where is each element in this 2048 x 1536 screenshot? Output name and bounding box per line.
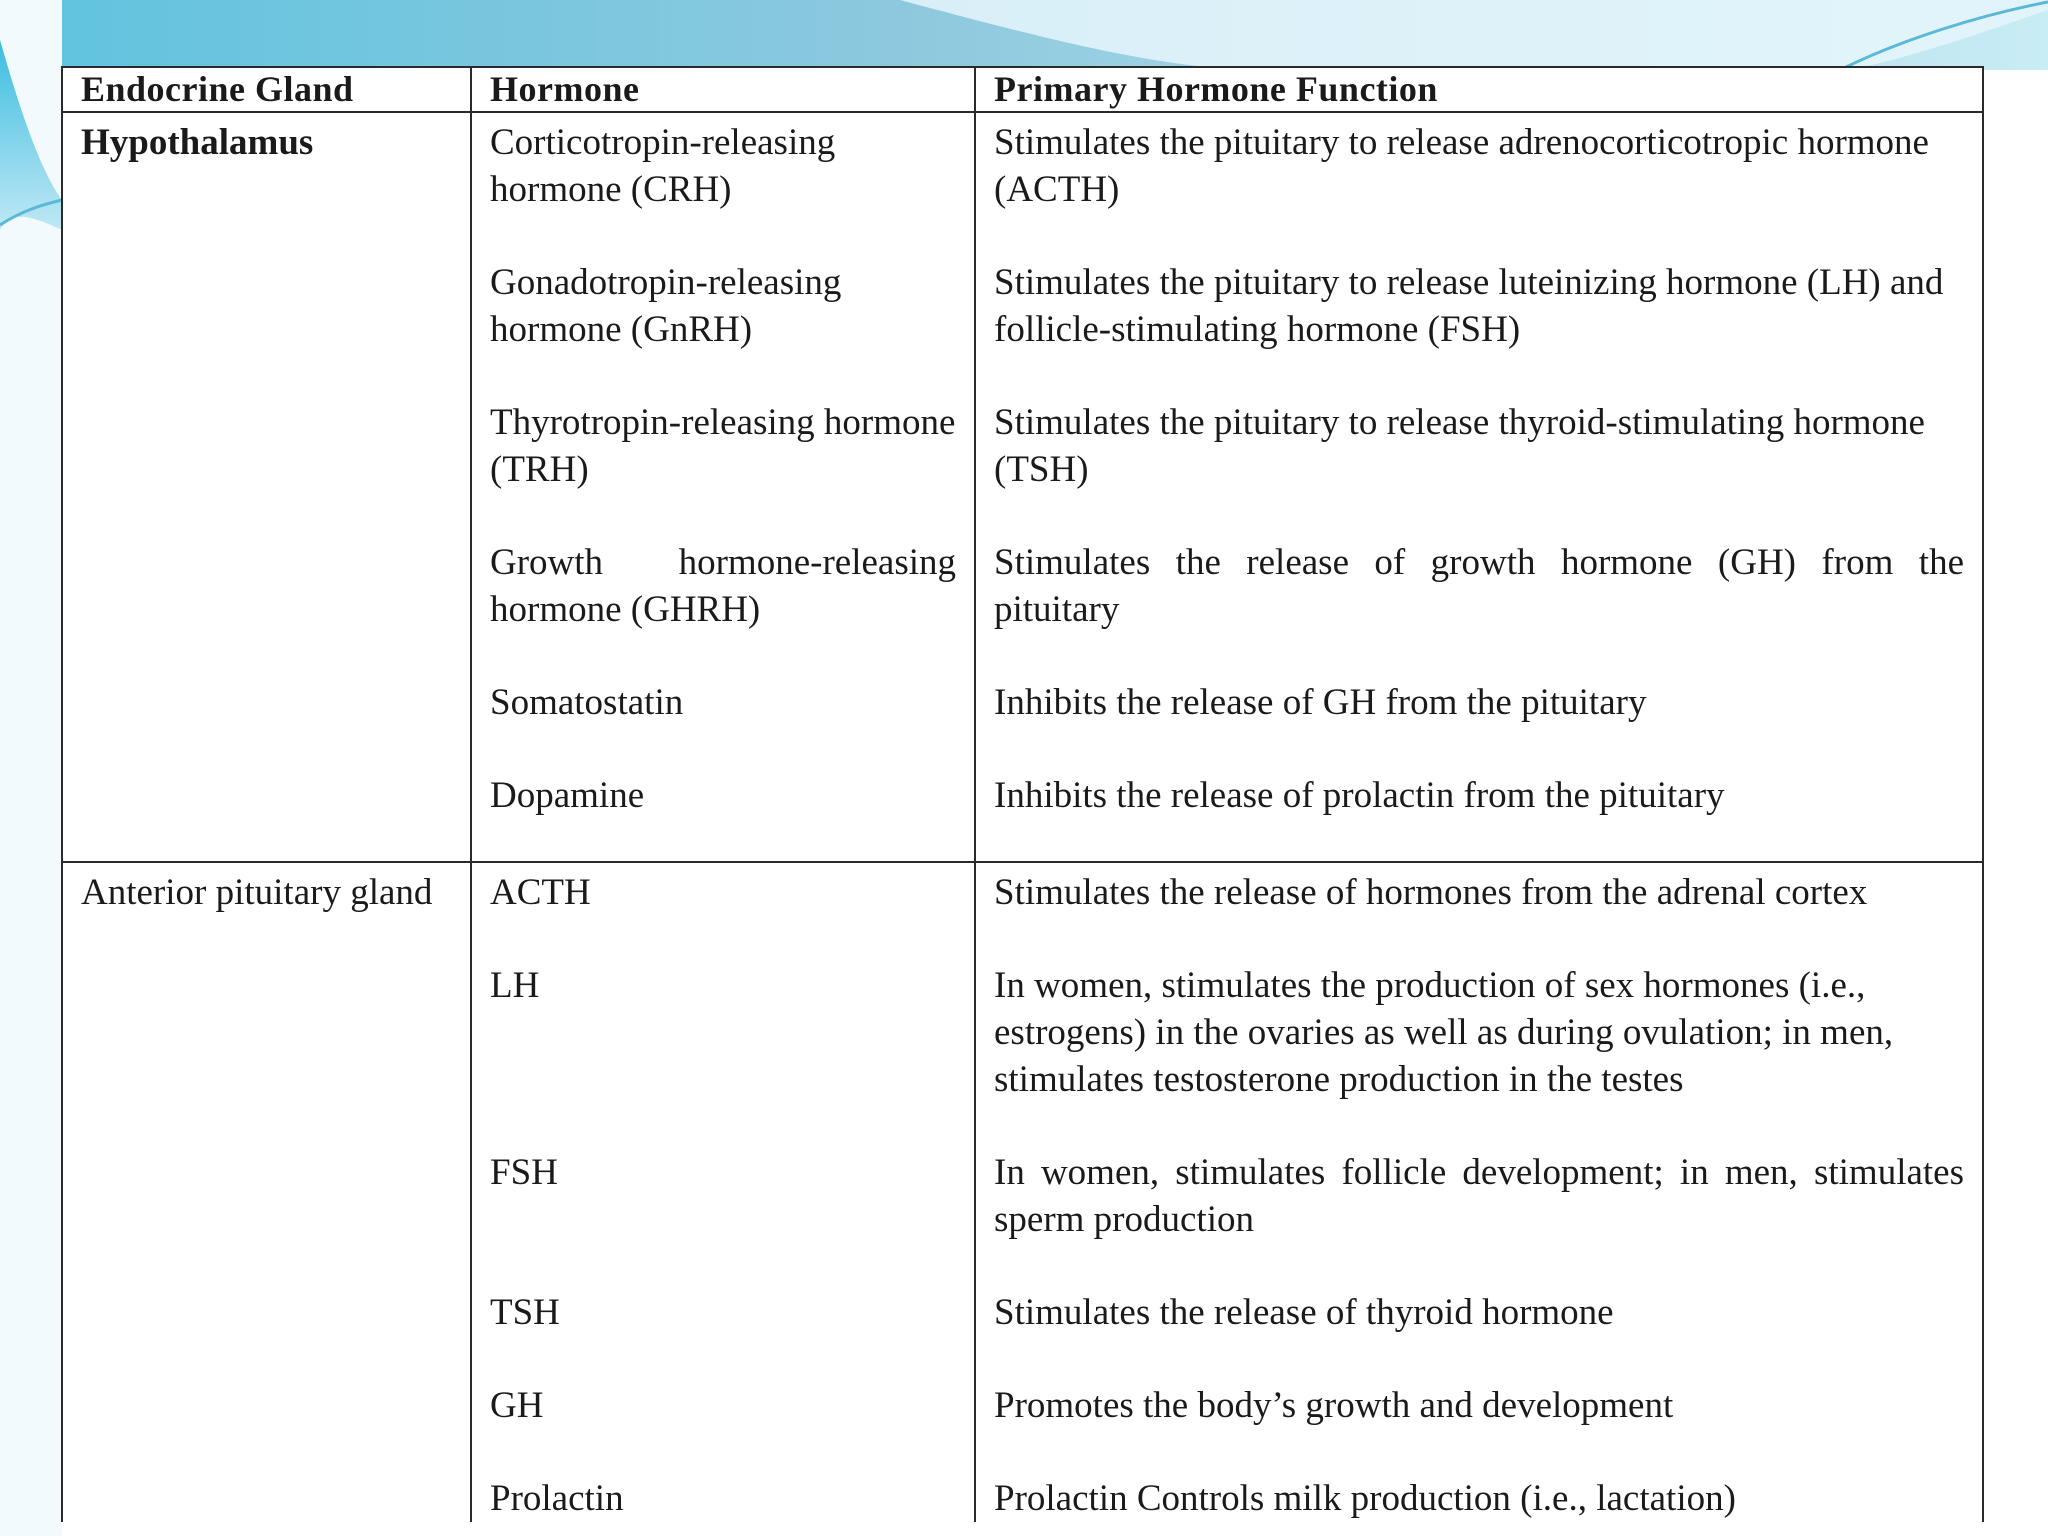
hormone-name: ACTH [490,872,591,913]
hormone-function: Stimulates the pituitary to release thyroid-stimulating hormone (TSH) [994,402,1925,490]
hormone-cell [471,112,975,862]
hormone-name: Somatostatin [490,682,684,723]
header-primary-function: Primary Hormone Function [975,67,1983,112]
hormone-function: Stimulates the release of growth hormone (GH) from the pituitary [994,542,1964,630]
table-header-row [62,67,1983,112]
gland-name: Anterior pituitary gland [81,872,433,913]
hormone-name: Dopamine [490,775,645,816]
hormone-function: In women, stimulates the production of sex hormones (i.e., estrogens) in the ovaries as well as during ovulation; in men, stimulates testosterone production in the testes [994,965,1894,1100]
hormone-function: Stimulates the release of thyroid hormone [994,1292,1614,1333]
hormone-function: Stimulates the pituitary to release adrenocorticotropic hormone (ACTH) [994,122,1929,210]
gland-cell [62,112,471,862]
header-hormone: Hormone [471,67,975,112]
left-band [0,0,62,1536]
table-row-anterior-pituitary [62,862,1983,1522]
hormone-function: Inhibits the release of GH from the pituitary [994,682,1647,723]
hormone-name: GH [490,1385,544,1426]
hormone-name: Thyrotropin-releasing hormone (TRH) [490,402,956,490]
hormone-name: LH [490,965,540,1006]
hormone-function: Prolactin Controls milk production (i.e., lactation) [994,1478,1736,1519]
header-endocrine-gland: Endocrine Gland [62,67,471,112]
hormone-name: Growth hormone-releasing hormone (GHRH) [490,542,956,630]
hormone-function: Promotes the body’s growth and development [994,1385,1674,1426]
hormone-name: FSH [490,1152,558,1193]
gland-name: Hypothalamus [81,122,314,163]
hormone-name: Prolactin [490,1478,624,1519]
hormone-cell [471,862,975,1522]
function-cell [975,862,1983,1522]
gland-cell [62,862,471,1522]
hormone-name: Gonadotropin-releasing hormone (GnRH) [490,262,842,350]
hormone-function: Stimulates the release of hormones from the adrenal cortex [994,872,1868,913]
hormone-name: Corticotropin-releasing hormone (CRH) [490,122,836,210]
hormone-name: TSH [490,1292,560,1333]
hormone-function: In women, stimulates follicle development; in men, stimulates sperm production [994,1152,1964,1240]
function-cell [975,112,1983,862]
table-row-hypothalamus [62,112,1983,862]
hormone-table [61,66,1984,1522]
hormone-function: Inhibits the release of prolactin from the pituitary [994,775,1725,816]
hormone-function: Stimulates the pituitary to release luteinizing hormone (LH) and follicle-stimulating hormone (FSH) [994,262,1944,350]
